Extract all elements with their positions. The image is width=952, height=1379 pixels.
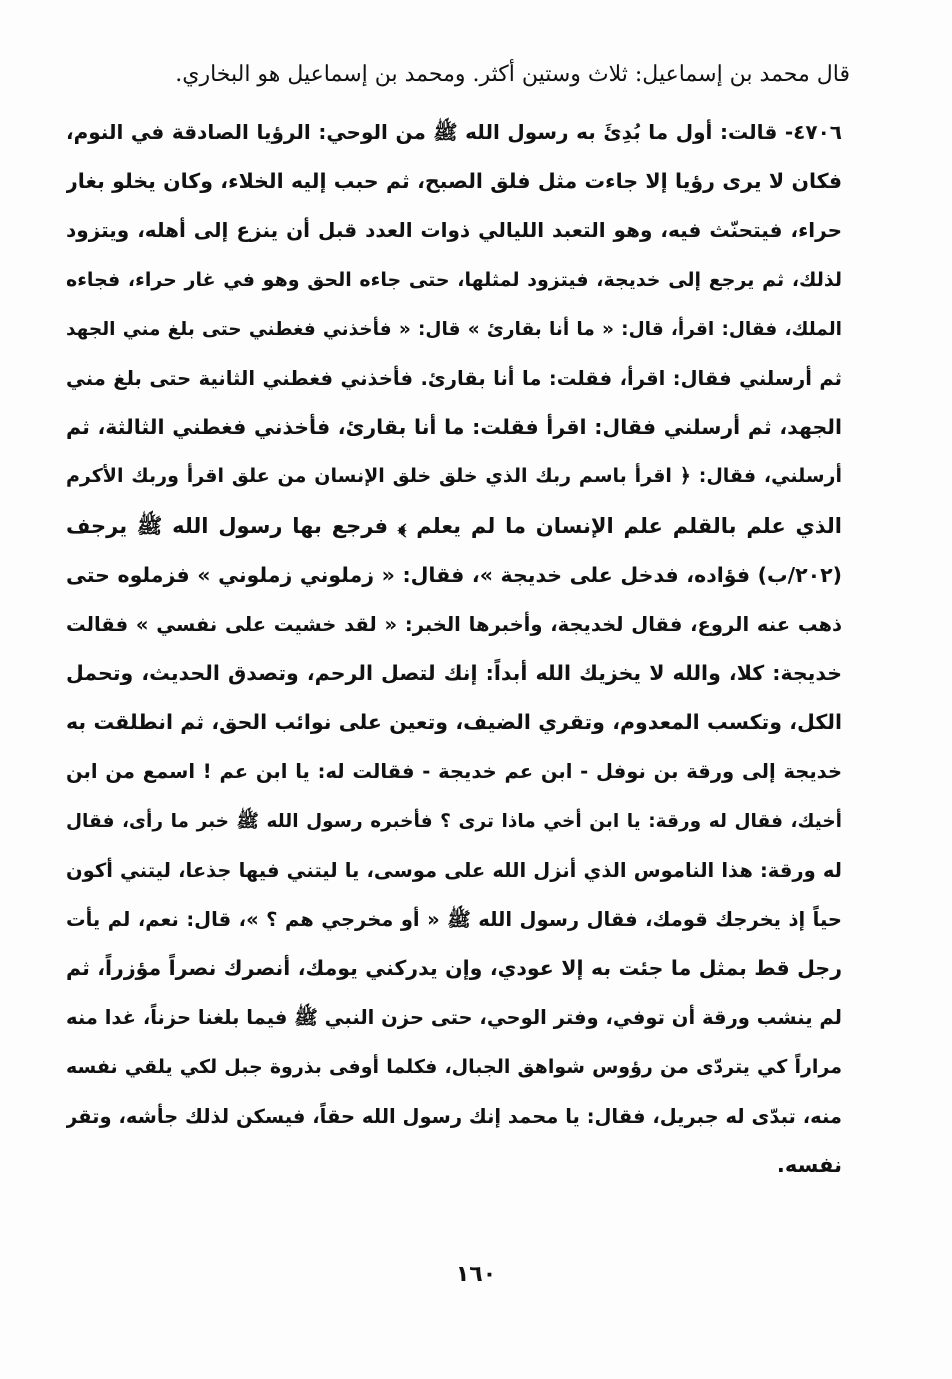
- text-line: أرسلني، فقال: ﴿ اقرأ باسم ربك الذي خلق خلق الإنسان من علق اقرأ وربك الأكرم: [66, 465, 842, 488]
- header-note: قال محمد بن إسماعيل: ثلاث وستين أكثر. ومحمد بن إسماعيل هو البخاري.: [175, 62, 850, 87]
- text-line: له ورقة: هذا الناموس الذي أنزل الله على موسى، يا ليتني فيها جذعا، ليتني أكون: [66, 858, 842, 882]
- text-line: ذهب عنه الروع، فقال لخديجة، وأخبرها الخبر: « لقد خشيت على نفسي » فقالت: [66, 612, 842, 636]
- text-line: خديجة: كلا، والله لا يخزيك الله أبداً: إنك لتصل الرحم، وتصدق الحديث، وتحمل: [66, 661, 842, 686]
- text-line: ٤٧٠٦- قالت: أول ما بُدِئَ به رسول الله ﷺ من الوحي: الرؤيا الصادقة في النوم،: [66, 120, 842, 144]
- text-line: لم ينشب ورقة أن توفي، وفتر الوحي، حتى حزن النبي ﷺ فيما بلغنا حزناً، غدا منه: [66, 1006, 842, 1030]
- page-number: ١٦٠: [455, 1262, 497, 1287]
- text-line: رجل قط بمثل ما جئت به إلا عودي، وإن يدركني يومك، أنصرك نصراً مؤزراً، ثم: [66, 956, 842, 981]
- hadith-text: [66, 108, 842, 1190]
- text-line: الكل، وتكسب المعدوم، وتقري الضيف، وتعين على نوائب الحق، ثم انطلقت به: [66, 710, 842, 735]
- text-line: حراء، فيتحنّث فيه، وهو التعبد الليالي ذوات العدد قبل أن ينزع إلى أهله، ويتزود: [66, 218, 842, 243]
- text-line: الجهد، ثم أرسلني فقال: اقرأ فقلت: ما أنا بقارئ، فأخذني فغطني الثالثة، ثم: [66, 415, 842, 440]
- text-line: فكان لا يرى رؤيا إلا جاءت مثل فلق الصبح، ثم حبب إليه الخلاء، وكان يخلو بغار: [66, 169, 842, 194]
- text-line: (٢٠٢/ب) فؤاده، فدخل على خديجة »، فقال: « زملوني زملوني » فزملوه حتى: [66, 562, 842, 587]
- text-line: أخيك، فقال له ورقة: يا ابن أخي ماذا ترى ؟ فأخبره رسول الله ﷺ خبر ما رأى، فقال: [66, 810, 842, 832]
- text-line: ثم أرسلني فقال: اقرأ، فقلت: ما أنا بقارئ. فأخذني فغطني الثانية حتى بلغ مني: [66, 366, 842, 390]
- text-line: خديجة إلى ورقة بن نوفل - ابن عم خديجة - فقالت له: يا ابن عم ! اسمع من ابن: [66, 760, 842, 784]
- text-line: منه، تبدّى له جبريل، فقال: يا محمد إنك رسول الله حقاً، فيسكن لذلك جأشه، وتقر: [66, 1104, 842, 1128]
- text-line: لذلك، ثم يرجع إلى خديجة، فيتزود لمثلها، حتى جاءه الحق وهو في غار حراء، فجاءه: [66, 268, 842, 291]
- text-line: نفسه.: [776, 1152, 842, 1177]
- text-line: الملك، فقال: اقرأ، قال: « ما أنا بقارئ » قال: « فأخذني فغطني حتى بلغ مني الجهد: [66, 318, 842, 340]
- text-line: الذي علم بالقلم علم الإنسان ما لم يعلم ﴾ فرجع بها رسول الله ﷺ يرجف: [66, 513, 842, 538]
- text-line: مراراً كي يتردّى من رؤوس شواهق الجبال، فكلما أوفى بذروة جبل لكي يلقي نفسه: [66, 1055, 842, 1078]
- text-line: حياً إذ يخرجك قومك، فقال رسول الله ﷺ « أو مخرجي هم ؟ »، قال: نعم، لم يأت: [66, 908, 842, 931]
